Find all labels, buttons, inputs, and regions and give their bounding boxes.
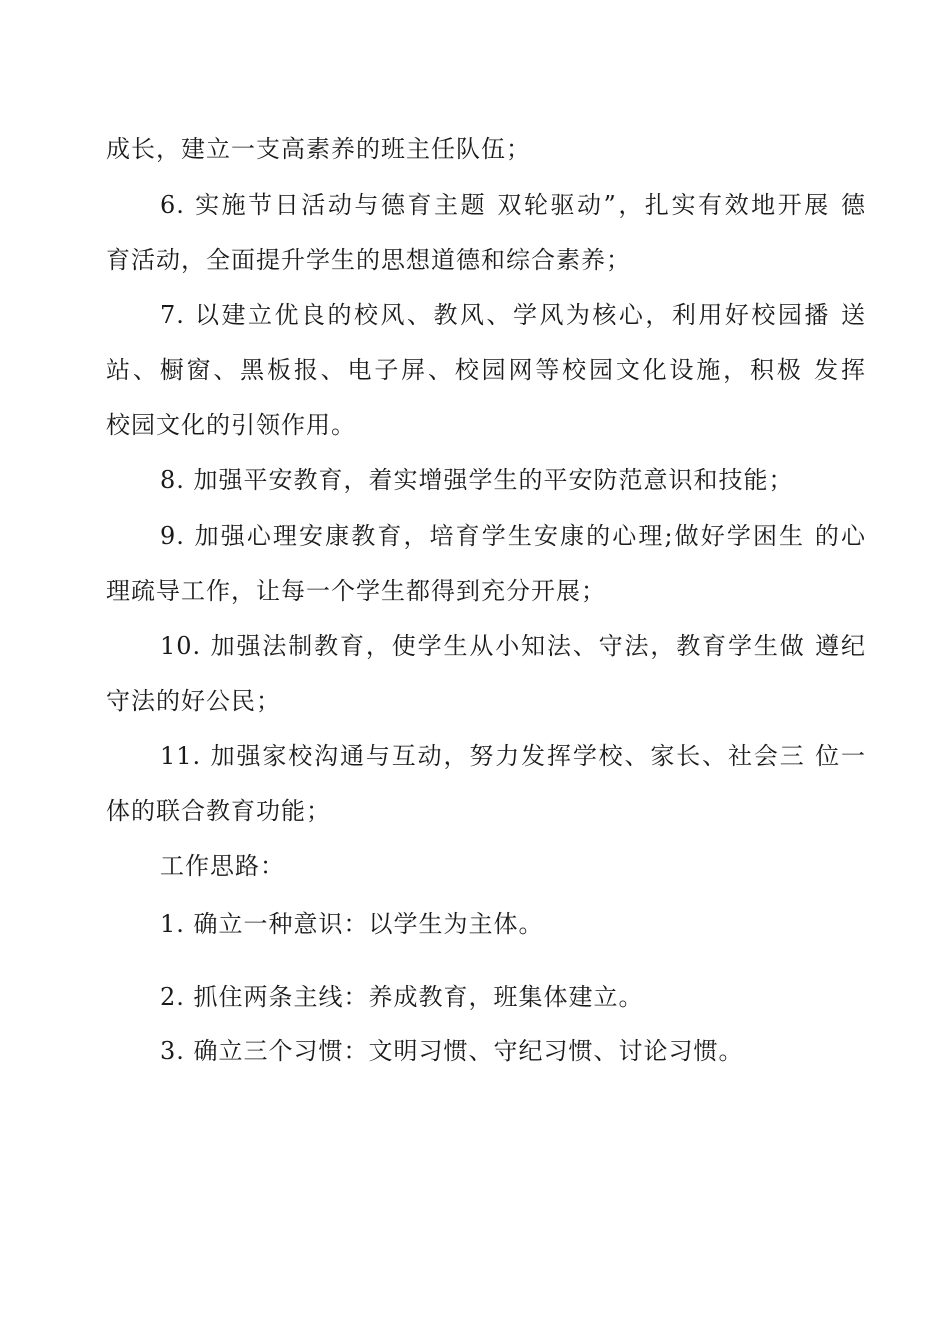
text-line: 6. 实施节日活动与德育主题 双轮驱动”，扎实有效地开展 德 (160, 191, 866, 219)
text-line: 体的联合教育功能； (106, 797, 331, 825)
text-line: 1. 确立一种意识：以学生为主体。 (160, 910, 544, 938)
text-line: 成长，建立一支高素养的班主任队伍； (106, 135, 531, 163)
text-line: 站、橱窗、黑板报、电子屏、校园网等校园文化设施，积极 发挥 (106, 356, 866, 384)
text-line: 11. 加强家校沟通与互动，努力发挥学校、家长、社会三 位一 (160, 742, 866, 770)
text-line: 理疏导工作，让每一个学生都得到充分开展； (106, 577, 606, 605)
text-line: 2. 抓住两条主线：养成教育，班集体建立。 (160, 983, 644, 1011)
text-line: 校园文化的引领作用。 (106, 411, 356, 439)
text-line: 8. 加强平安教育，着实增强学生的平安防范意识和技能； (160, 466, 794, 494)
text-line: 10. 加强法制教育，使学生从小知法、守法，教育学生做 遵纪 (160, 632, 866, 660)
text-line: 守法的好公民； (106, 687, 281, 715)
text-line: 9. 加强心理安康教育，培育学生安康的心理;做好学困生 的心 (160, 522, 866, 550)
section-heading: 工作思路： (160, 852, 285, 880)
text-line: 育活动，全面提升学生的思想道德和综合素养； (106, 246, 631, 274)
text-line: 3. 确立三个习惯：文明习惯、守纪习惯、讨论习惯。 (160, 1037, 744, 1065)
text-line: 7. 以建立优良的校风、教风、学风为核心，利用好校园播 送 (160, 301, 866, 329)
